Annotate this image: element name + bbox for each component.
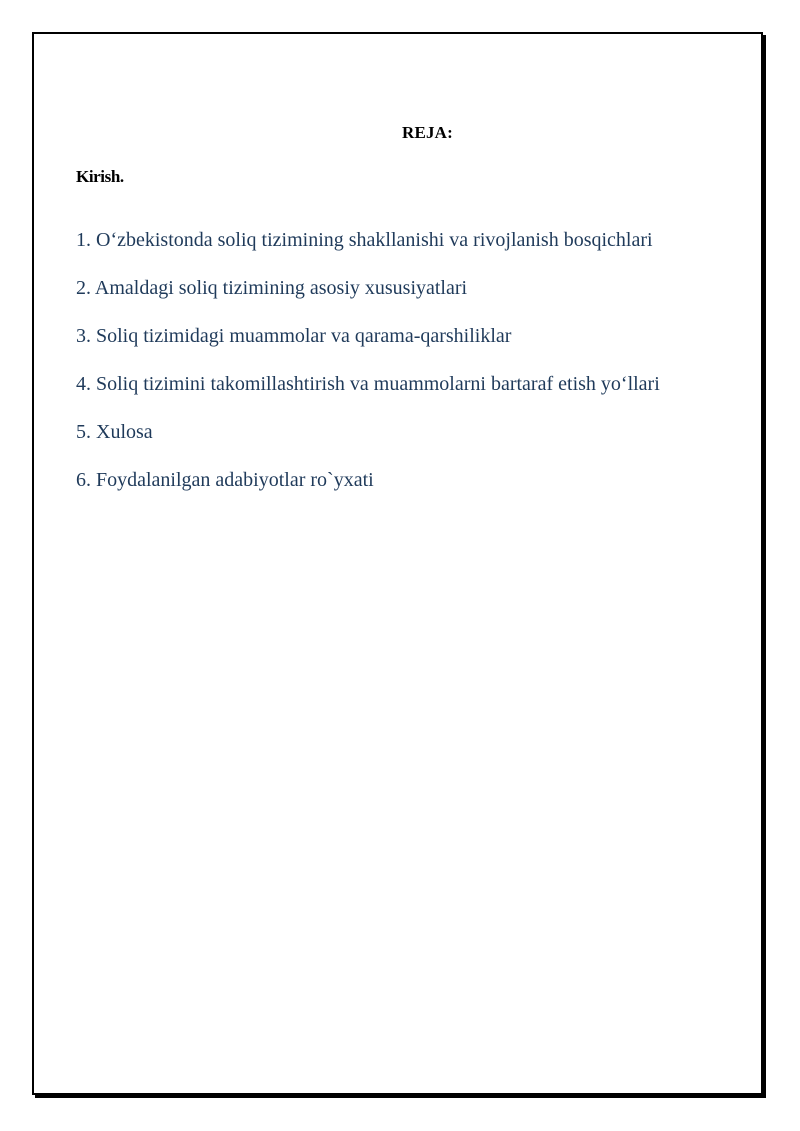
list-item: 3. Soliq tizimidagi muammolar va qarama-qarshiliklar xyxy=(76,325,512,347)
intro-heading: Kirish. xyxy=(76,167,124,186)
list-item: 5. Xulosa xyxy=(76,421,153,443)
plan-list xyxy=(76,228,660,516)
list-item: 6. Foydalanilgan adabiyotlar ro`yxati xyxy=(76,469,374,491)
list-item: 1. O‘zbekistonda soliq tizimining shakllanishi va rivojlanish bosqichlari xyxy=(76,229,653,251)
list-item: 2. Amaldagi soliq tizimining asosiy xususiyatlari xyxy=(76,277,468,299)
page-title: REJA: xyxy=(401,123,454,142)
list-item: 4. Soliq tizimini takomillashtirish va muammolarni bartaraf etish yo‘llari xyxy=(76,373,660,395)
document-page xyxy=(32,32,763,1095)
